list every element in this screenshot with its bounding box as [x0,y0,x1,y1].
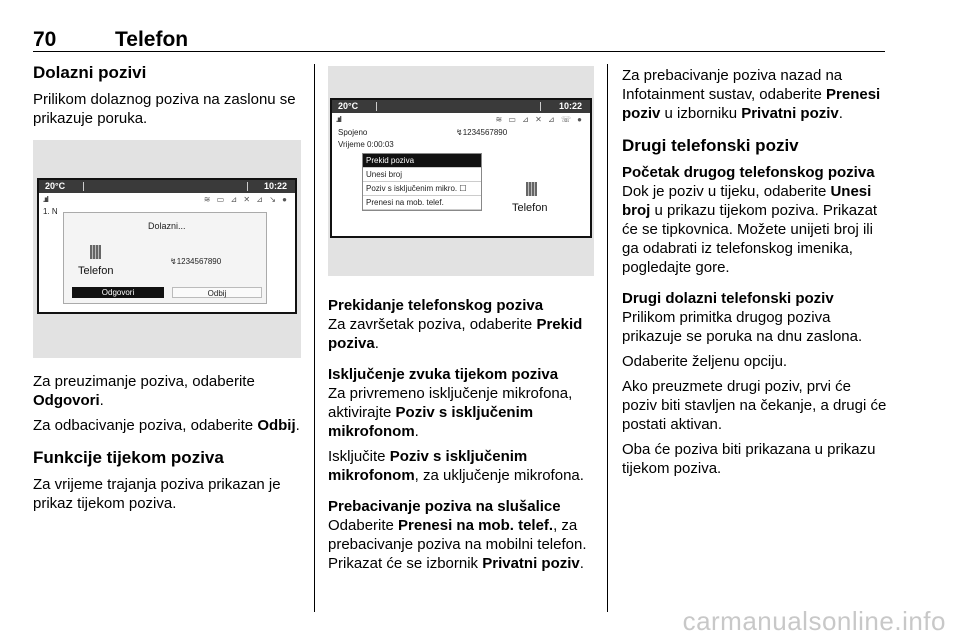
signal-icon: .ııl [336,115,341,124]
call-duration: Vrijeme 0:00:03 [338,140,394,149]
status-icons: ≋ ▭ ⊿ ✕ ⊿ ↘ ● [203,195,289,204]
paragraph: Ako preuzmete drugi poziv, prvi će poziv biti stavljen na čekanje, a drugi će postati aktivan. [622,378,887,433]
temperature: 20°C [45,181,66,191]
paragraph: Za privremeno isključenje mikrofona, aktivirajte Poziv s isključenim mikrofonom. [328,385,573,440]
status-bar [332,100,590,113]
phone-label: Telefon [78,265,114,277]
paragraph: Odaberite Prenesi na mob. telef., za prebacivanje poziva na mobilni telefon. Prikazat će se izbornik Privatni poziv. [328,517,587,572]
paragraph: Oba će poziva biti prikazana u prikazu tijekom poziva. [622,441,876,477]
heading-second-incoming: Drugi dolazni telefonski poziv [622,290,834,307]
menu-item-transfer-to-phone[interactable]: Prenesi na mob. telef. [363,196,481,210]
list-item: 1. N [43,207,58,216]
paragraph: Prilikom primitka drugog poziva prikazuje se poruka na dnu zaslona. [622,309,863,345]
clock: 10:22 [263,181,287,191]
phone-icon [526,182,537,196]
clock: 10:22 [558,101,582,111]
paragraph: Za vrijeme trajanja poziva prikazan je prikaz tijekom poziva. [33,476,281,512]
paragraph: Dok je poziv u tijeku, odaberite Unesi broj u prikazu tijekom poziva. Prikazat će se tipkovnica. Možete unijeti broj ili ga odabrati iz telefonskog imenika, pogledajte gore. [622,183,878,276]
heading-handset: Prebacivanje poziva na slušalice [328,498,561,515]
paragraph: Isključite Poziv s isključenim mikrofonom, za uključenje mikrofona. [328,448,584,484]
column-divider [607,64,608,612]
menu-item-mute-mic[interactable]: Poziv s isključenim mikro. ☐ [363,182,481,196]
incoming-call-dialog [63,212,267,304]
paragraph: Odaberite željenu opciju. [622,353,788,370]
caller-number: ↯1234567890 [170,257,222,266]
column-divider [314,64,315,612]
paragraph: Za preuzimanje poziva, odaberite Odgovori. [33,373,255,409]
column-1 [33,62,301,513]
display-screen [330,98,592,238]
heading-mute: Isključenje zvuka tijekom poziva [328,366,559,383]
heading-end-call: Prekidanje telefonskog poziva [328,297,544,314]
paragraph: Za odbacivanje poziva, odaberite Odbij. [33,417,300,434]
phone-icon [90,245,101,259]
chapter-title: Telefon [115,28,189,51]
answer-button[interactable]: Odgovori [72,287,164,298]
paragraph: Prilikom dolaznog poziva na zaslonu se prikazuje poruka. [33,91,296,127]
temperature: 20°C [338,101,359,111]
heading-incoming-calls: Dolazni pozivi [33,63,147,82]
caller-number: ↯1234567890 [456,128,508,137]
paragraph: Za završetak poziva, odaberite Prekid poziva. [328,316,583,352]
checkbox-icon: ☐ [459,184,467,193]
status-icons-row [332,114,590,125]
in-call-menu [362,153,482,211]
figure-in-call-view [328,66,594,276]
phone-label: Telefon [512,202,548,214]
page-number: 70 [33,28,57,51]
status-icons: ≋ ▭ ⊿ ✕ ⊿ ☏ ● [495,115,584,124]
menu-item-enter-number[interactable]: Unesi broj [363,168,481,182]
menu-item-end-call[interactable]: Prekid poziva [363,154,481,168]
reject-button[interactable]: Odbij [172,287,262,298]
display-screen [37,178,297,314]
column-2 [328,66,594,573]
figure-incoming-call [33,140,301,358]
heading-call-functions: Funkcije tijekom poziva [33,448,224,467]
paragraph: Za prebacivanje poziva nazad na Infotainment sustav, odaberite Prenesi poziv u izborniku Privatni poziv. [622,67,881,122]
status-bar [39,180,295,193]
signal-icon: .ııl [43,195,48,204]
call-status: Spojeno [338,128,368,137]
watermark: carmanualsonline.info [682,606,946,636]
status-icons-row [39,194,295,205]
column-3 [622,66,890,478]
heading-start-second-call: Početak drugog telefonskog poziva [622,164,875,181]
page-header [33,26,885,52]
dialog-title: Dolazni... [148,221,186,231]
heading-second-call: Drugi telefonski poziv [622,136,799,155]
